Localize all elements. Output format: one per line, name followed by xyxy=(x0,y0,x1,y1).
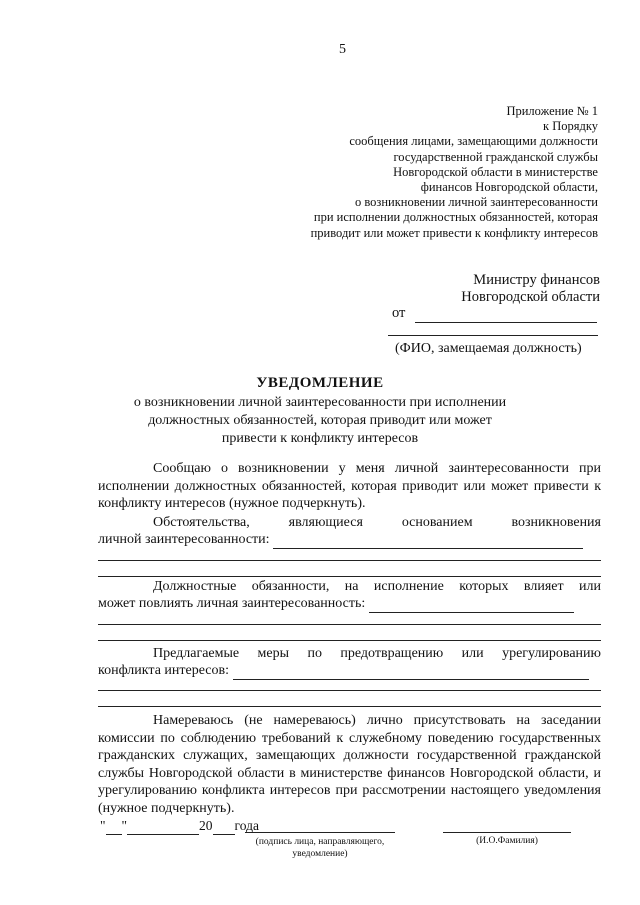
fio-fill-line[interactable] xyxy=(388,335,598,336)
appendix-line: приводит или может привести к конфликту интересов xyxy=(310,225,598,240)
document-title: УВЕДОМЛЕНИЕ xyxy=(256,375,384,391)
signature-fill-line[interactable] xyxy=(245,832,395,833)
appendix-line: Новгородской области в министерстве xyxy=(393,164,598,179)
appendix-line: к Порядку xyxy=(543,119,598,134)
appendix-line: Приложение № 1 xyxy=(506,104,598,118)
measures-fill-line[interactable] xyxy=(233,663,589,680)
circumstances-row xyxy=(98,532,583,549)
circumstances-fill-line-3[interactable] xyxy=(98,576,601,577)
circumstances-fill-line-2[interactable] xyxy=(98,560,601,561)
subtitle-line: привести к конфликту интересов xyxy=(221,431,419,446)
appendix-line: сообщения лицами, замещающими должности xyxy=(349,134,598,149)
page-number: 5 xyxy=(339,42,346,57)
from-fill-line[interactable] xyxy=(415,305,597,323)
name-fill-line[interactable] xyxy=(443,832,571,833)
duties-fill-line-2[interactable] xyxy=(98,624,601,625)
paragraph-attendance: Намереваюсь (не намереваюсь) лично присутствовать на заседании комиссии по соблюдению требований к служебному поведению государственных гражданских служащих, замещающих должности государственной гражданской службы Новгородской области в министерстве финансов Новгородской области, и урегулированию конфликта интересов при рассмотрении настоящего уведомления (нужное подчеркнуть). xyxy=(98,713,601,816)
from-row xyxy=(392,305,597,323)
fio-caption: (ФИО, замещаемая должность) xyxy=(395,341,582,356)
measures-label: конфликта интересов: xyxy=(98,663,229,678)
circumstances-fill-line[interactable] xyxy=(273,532,583,549)
circumstances-label: личной заинтересованности: xyxy=(98,532,270,547)
duties-label: может повлиять личная заинтересованность: xyxy=(98,596,366,611)
date-quote-open: " xyxy=(100,818,106,833)
signature-caption: (подпись лица, направляющего, уведомление) xyxy=(255,837,385,859)
appendix-line: при исполнении должностных обязанностей, которая xyxy=(313,210,598,225)
duties-fill-line-3[interactable] xyxy=(98,640,601,641)
document-subtitle xyxy=(0,394,640,448)
date-year-field[interactable] xyxy=(213,818,235,835)
date-year-suffix: года xyxy=(234,818,259,833)
paragraph-duties-heading: Должностные обязанности, на исполнение которых влияет или xyxy=(153,579,601,594)
paragraph-notice: Сообщаю о возникновении у меня личной заинтересованности при исполнении должностных обязанностей, которая приводит или может привести к конфликту интересов (нужное подчеркнуть). xyxy=(98,461,601,511)
addressee-block xyxy=(461,272,600,306)
date-year-prefix: 20 xyxy=(199,818,213,833)
subtitle-line: должностных обязанностей, которая приводит или может xyxy=(148,413,492,428)
date-row xyxy=(100,818,259,835)
date-day-field[interactable] xyxy=(106,818,122,835)
appendix-header xyxy=(311,104,598,241)
date-quote-close: " xyxy=(121,818,128,833)
subtitle-line: о возникновении личной заинтересованности при исполнении xyxy=(133,395,507,410)
appendix-line: финансов Новгородской области, xyxy=(420,180,598,195)
duties-row xyxy=(98,596,574,613)
from-label: от xyxy=(392,305,406,321)
appendix-line: о возникновении личной заинтересованности xyxy=(354,195,598,210)
measures-row xyxy=(98,663,589,680)
addressee-line-1: Министру финансов xyxy=(473,272,600,288)
duties-fill-line[interactable] xyxy=(369,596,574,613)
name-caption: (И.О.Фамилия) xyxy=(476,836,538,846)
appendix-line: государственной гражданской службы xyxy=(393,149,598,164)
date-month-field[interactable] xyxy=(127,818,199,835)
addressee-line-2: Новгородской области xyxy=(461,289,600,305)
measures-fill-line-2[interactable] xyxy=(98,690,601,691)
paragraph-measures-heading: Предлагаемые меры по предотвращению или урегулированию xyxy=(153,646,601,661)
paragraph-circumstances-heading: Обстоятельства, являющиеся основанием возникновения xyxy=(153,515,601,530)
measures-fill-line-3[interactable] xyxy=(98,706,601,707)
